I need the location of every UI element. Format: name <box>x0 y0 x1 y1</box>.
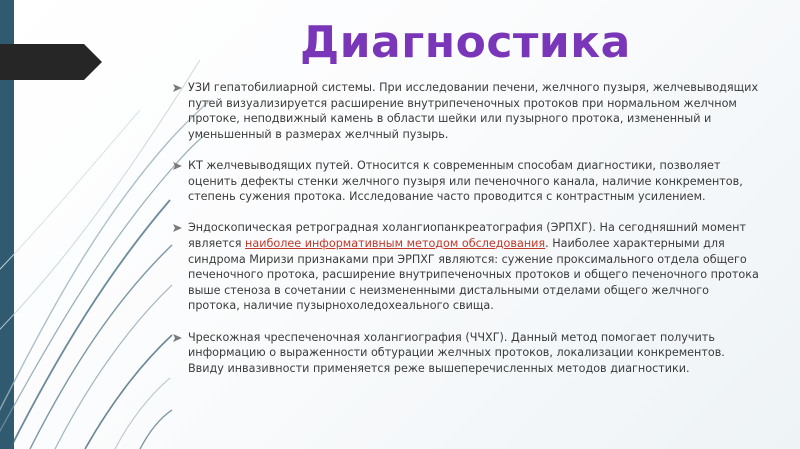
bullet-text: УЗИ гепатобилиарной системы. При исследовании печени, желчного пузыря, желчевыводящих путей визуализируется расширение внутрипеченочных протоков при нормальном желчном протоке, неподвижный камень в области шейки или пузырного протока, измененный и уменьшенный в размерах желчный пузырь. <box>188 81 759 141</box>
bullet-item-ptc <box>172 330 762 377</box>
arrow-bullet-icon <box>173 334 182 342</box>
arrow-bullet-icon <box>173 162 182 170</box>
bullet-text-after: . Наиболее характерными для синдрома Миризи признаками при ЭРПХГ являются: сужение проксимального отдела общего печеночного протока, расширение внутрипеченочных протоков и общего печеночного протока выше стеноза в сочетании с неизмененными дистальными отделами общего желчного протока, наличие пузырнохоледохеального свища. <box>188 236 759 313</box>
bullet-list <box>172 80 762 392</box>
bullet-text: Чрескожная чреспеченочная холангиография (ЧЧХГ). Данный метод помогает получить информацию о выраженности обтурации желчных протоков, локализации конкрементов. Ввиду инвазивности применяется реже вышеперечисленных методов диагностики. <box>188 330 725 375</box>
bullet-item-ct <box>172 158 762 205</box>
informative-method-link[interactable]: наиболее информативным методом обследования <box>245 236 546 250</box>
bullet-item-ultrasound <box>172 80 762 142</box>
arrow-bullet-icon <box>173 224 182 232</box>
bullet-text-before: Эндоскопическая ретроградная холангиопанкреатография (ЭРПХГ). На сегодняшний момент является <box>188 221 746 250</box>
bullet-item-ercp <box>172 220 762 314</box>
arrow-bullet-icon <box>173 84 182 92</box>
bullet-text: КТ желчевыводящих путей. Относится к современным способам диагностики, позволяет оценить дефекты стенки желчного пузыря или печеночного канала, наличие конкрементов, степень сужения протока. Исследование часто проводится с контрастным усилением. <box>188 158 743 204</box>
title-tab-arrow <box>0 44 102 80</box>
slide-title: Диагностика <box>300 17 631 68</box>
